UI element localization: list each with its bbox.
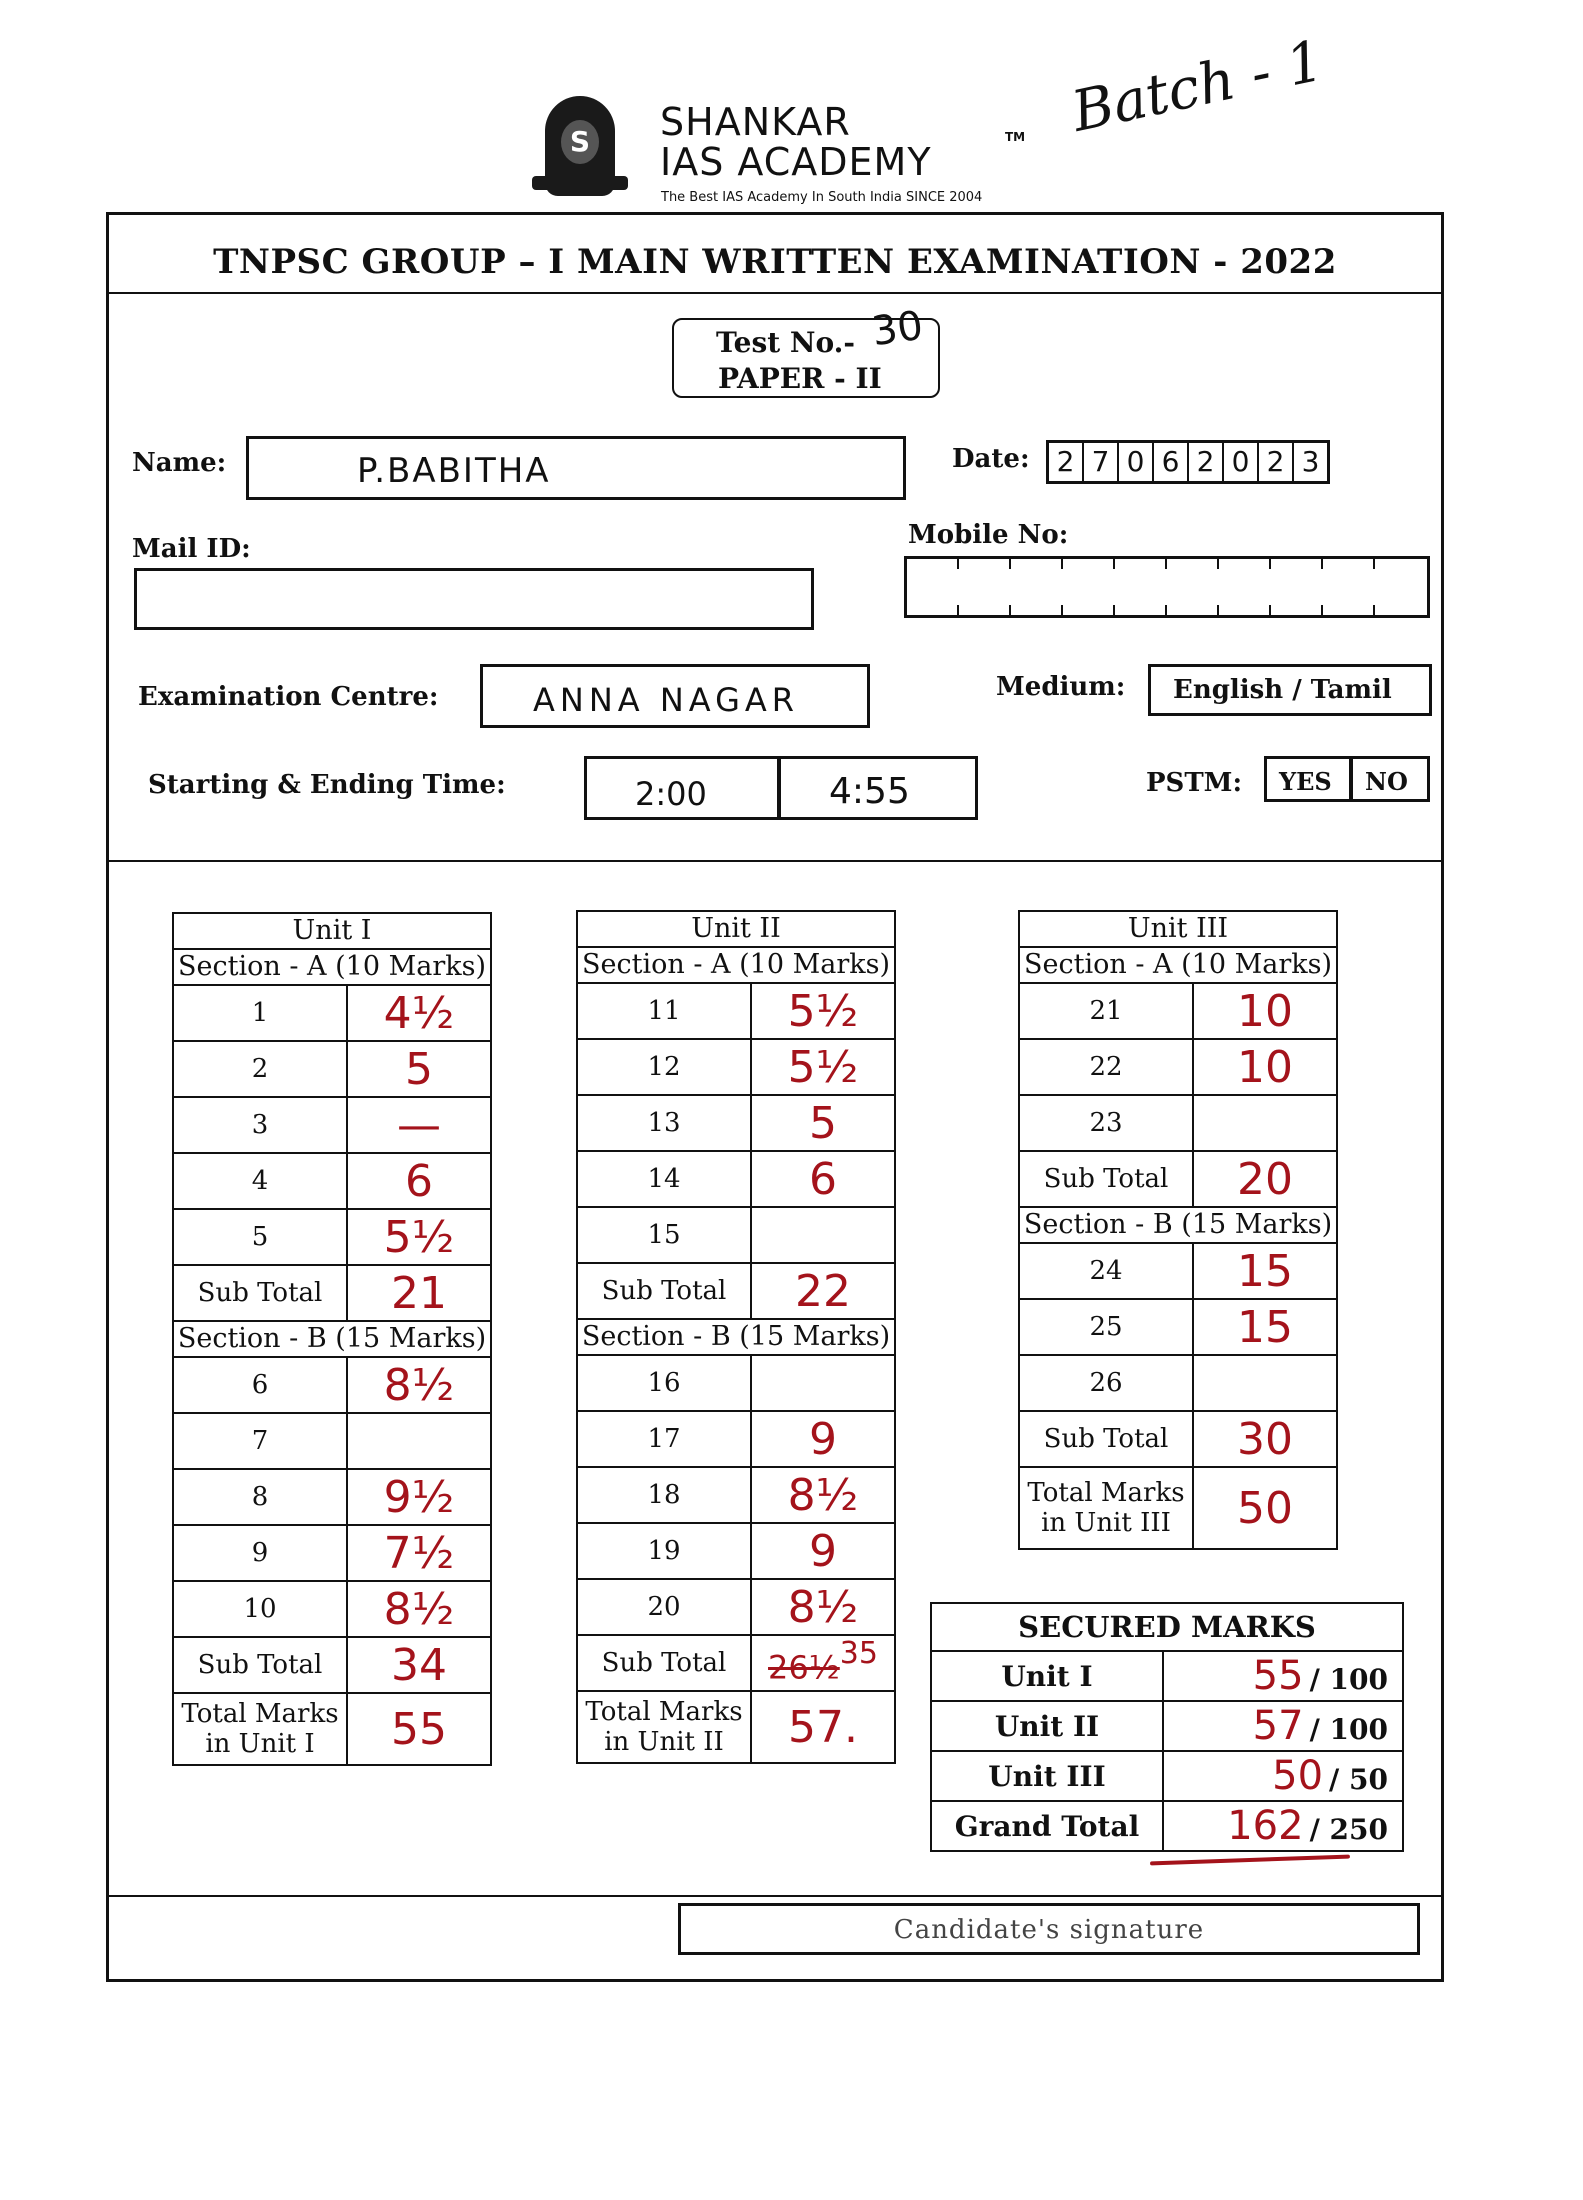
unit3-secB: Section - B (15 Marks) <box>1019 1207 1337 1243</box>
name-value: P.BABITHA <box>357 451 551 491</box>
q-number: 11 <box>577 983 751 1039</box>
q-mark: 8½ <box>347 1581 491 1637</box>
subtotal-row <box>173 1265 491 1321</box>
q-mark: 15 <box>1193 1243 1337 1299</box>
q-mark: 5 <box>751 1095 895 1151</box>
start-time: 2:00 <box>635 775 707 813</box>
end-time: 4:55 <box>829 771 910 812</box>
pstm-yes[interactable] <box>1264 756 1352 802</box>
q-mark: 9 <box>751 1523 895 1579</box>
time-label: Starting & Ending Time: <box>148 770 506 800</box>
secured-value: 57 / 100 <box>1163 1701 1403 1751</box>
date-digit: 7 <box>1084 443 1119 481</box>
subtotal-label: Sub Total <box>577 1635 751 1691</box>
unit1-secA: Section - A (10 Marks) <box>173 949 491 985</box>
footer-divider <box>108 1895 1442 1897</box>
mobile-label: Mobile No: <box>908 520 1069 550</box>
q-number: 23 <box>1019 1095 1193 1151</box>
table-row <box>577 1523 895 1579</box>
unit1-secB: Section - B (15 Marks) <box>173 1321 491 1357</box>
subtotal-value <box>751 1635 895 1691</box>
name-label: Name: <box>132 448 227 478</box>
subtotal-label: Sub Total <box>173 1637 347 1693</box>
table-row <box>1019 1039 1337 1095</box>
secured-row <box>931 1751 1403 1801</box>
test-number: 30 <box>869 302 926 356</box>
secured-marks-table <box>930 1602 1404 1852</box>
subtotal-row <box>1019 1151 1337 1207</box>
unit3-secA: Section - A (10 Marks) <box>1019 947 1337 983</box>
subtotal-row <box>1019 1411 1337 1467</box>
unit2-secB: Section - B (15 Marks) <box>577 1319 895 1355</box>
logo-letter: S <box>561 120 599 164</box>
q-mark: 10 <box>1193 983 1337 1039</box>
table-row <box>577 1039 895 1095</box>
total-label: Total Marks in Unit III <box>1019 1467 1193 1549</box>
q-mark: 4½ <box>347 985 491 1041</box>
struck-subtotal: 26½ <box>768 1648 840 1687</box>
exam-title: TNPSC GROUP – I MAIN WRITTEN EXAMINATION - 2022 <box>213 242 1337 282</box>
table-row <box>577 1151 895 1207</box>
medium-value: English / Tamil <box>1173 675 1392 705</box>
paper-label: PAPER - II <box>718 362 882 395</box>
subtotal-row <box>577 1635 895 1691</box>
date-digit: 0 <box>1224 443 1259 481</box>
subtotal-label: Sub Total <box>1019 1411 1193 1467</box>
table-row <box>1019 1299 1337 1355</box>
secured-value: 162 / 250 <box>1163 1801 1403 1851</box>
q-mark <box>751 1207 895 1263</box>
brand-line1: SHANKAR <box>660 100 851 144</box>
q-number: 21 <box>1019 983 1193 1039</box>
q-number: 4 <box>173 1153 347 1209</box>
subtotal-row <box>173 1637 491 1693</box>
secured-row <box>931 1701 1403 1751</box>
q-number: 3 <box>173 1097 347 1153</box>
title-divider <box>108 292 1442 294</box>
q-number: 22 <box>1019 1039 1193 1095</box>
date-digit: 2 <box>1259 443 1294 481</box>
unit3-title: Unit III <box>1019 911 1337 947</box>
subtotal-label: Sub Total <box>1019 1151 1193 1207</box>
mail-field[interactable] <box>134 568 814 630</box>
q-mark <box>751 1355 895 1411</box>
q-number: 13 <box>577 1095 751 1151</box>
batch-note: Batch - 1 <box>1066 28 1330 145</box>
q-mark <box>1193 1095 1337 1151</box>
table-row <box>173 1413 491 1469</box>
unit1-title: Unit I <box>173 913 491 949</box>
table-row <box>173 1469 491 1525</box>
candidate-signature-field[interactable]: Candidate's signature <box>678 1903 1420 1955</box>
q-number: 25 <box>1019 1299 1193 1355</box>
secured-value: 55 / 100 <box>1163 1651 1403 1701</box>
total-label: Total Marks in Unit II <box>577 1691 751 1763</box>
q-number: 7 <box>173 1413 347 1469</box>
secured-row <box>931 1801 1403 1851</box>
table-row <box>577 1095 895 1151</box>
table-row <box>173 1525 491 1581</box>
secured-label: Unit II <box>931 1701 1163 1751</box>
q-mark: 15 <box>1193 1299 1337 1355</box>
q-number: 16 <box>577 1355 751 1411</box>
table-row <box>1019 1243 1337 1299</box>
section-divider <box>108 860 1442 862</box>
q-mark: 9½ <box>347 1469 491 1525</box>
q-number: 2 <box>173 1041 347 1097</box>
q-number: 17 <box>577 1411 751 1467</box>
logo-wing-icon <box>532 176 628 190</box>
date-digit: 2 <box>1049 443 1084 481</box>
table-row <box>173 1153 491 1209</box>
table-row <box>1019 1095 1337 1151</box>
end-time-field[interactable] <box>778 756 978 820</box>
table-row <box>577 983 895 1039</box>
centre-label: Examination Centre: <box>138 682 439 712</box>
medium-field[interactable] <box>1148 664 1432 716</box>
corrected-subtotal: 35 <box>839 1636 878 1672</box>
q-number: 20 <box>577 1579 751 1635</box>
q-number: 24 <box>1019 1243 1193 1299</box>
table-row <box>577 1467 895 1523</box>
total-value: 50 <box>1193 1467 1337 1549</box>
subtotal-value: 34 <box>347 1637 491 1693</box>
pstm-no[interactable] <box>1350 756 1430 802</box>
centre-field[interactable] <box>480 664 870 728</box>
q-mark: 7½ <box>347 1525 491 1581</box>
date-digit: 6 <box>1154 443 1189 481</box>
pstm-label: PSTM: <box>1146 768 1243 798</box>
centre-value: ANNA NAGAR <box>533 681 800 719</box>
q-mark: 8½ <box>347 1357 491 1413</box>
q-mark <box>347 1413 491 1469</box>
table-row <box>577 1579 895 1635</box>
unit2-title: Unit II <box>577 911 895 947</box>
q-mark: 5½ <box>751 983 895 1039</box>
total-label: Total Marks in Unit I <box>173 1693 347 1765</box>
unit2-secA: Section - A (10 Marks) <box>577 947 895 983</box>
q-number: 1 <box>173 985 347 1041</box>
table-row <box>173 985 491 1041</box>
table-row <box>173 1357 491 1413</box>
date-digit: 3 <box>1301 445 1320 478</box>
tagline: The Best IAS Academy In South India SINCE 2004 <box>661 190 983 205</box>
table-row <box>173 1097 491 1153</box>
table-row <box>173 1209 491 1265</box>
table-row <box>577 1207 895 1263</box>
q-mark: 5½ <box>347 1209 491 1265</box>
pstm-yes-label: YES <box>1279 767 1332 796</box>
secured-label: Unit III <box>931 1751 1163 1801</box>
secured-row <box>931 1651 1403 1701</box>
pstm-no-label: NO <box>1365 767 1408 796</box>
q-mark: 10 <box>1193 1039 1337 1095</box>
q-mark: 5 <box>347 1041 491 1097</box>
q-mark <box>1193 1355 1337 1411</box>
q-mark: 6 <box>751 1151 895 1207</box>
subtotal-value: 30 <box>1193 1411 1337 1467</box>
date-label: Date: <box>952 444 1030 474</box>
q-number: 18 <box>577 1467 751 1523</box>
name-field[interactable] <box>246 436 906 500</box>
q-mark: 8½ <box>751 1579 895 1635</box>
q-number: 26 <box>1019 1355 1193 1411</box>
q-number: 12 <box>577 1039 751 1095</box>
q-mark: 9 <box>751 1411 895 1467</box>
secured-label: Unit I <box>931 1651 1163 1701</box>
brand-line2: IAS ACADEMY <box>660 140 932 184</box>
subtotal-label: Sub Total <box>173 1265 347 1321</box>
total-row <box>173 1693 491 1765</box>
q-number: 19 <box>577 1523 751 1579</box>
test-label: Test No.- <box>716 326 856 359</box>
q-number: 14 <box>577 1151 751 1207</box>
q-number: 10 <box>173 1581 347 1637</box>
q-number: 15 <box>577 1207 751 1263</box>
secured-title: SECURED MARKS <box>931 1603 1403 1651</box>
q-mark: 8½ <box>751 1467 895 1523</box>
secured-value: 50 / 50 <box>1163 1751 1403 1801</box>
date-digit: 2 <box>1189 443 1224 481</box>
subtotal-label: Sub Total <box>577 1263 751 1319</box>
start-time-field[interactable] <box>584 756 780 820</box>
subtotal-value: 20 <box>1193 1151 1337 1207</box>
date-digit: 0 <box>1119 443 1154 481</box>
total-row <box>577 1691 895 1763</box>
q-number: 8 <box>173 1469 347 1525</box>
mail-label: Mail ID: <box>132 534 251 564</box>
q-number: 9 <box>173 1525 347 1581</box>
q-mark: 6 <box>347 1153 491 1209</box>
table-row <box>577 1411 895 1467</box>
q-mark: — <box>347 1097 491 1153</box>
total-value: 55 <box>347 1693 491 1765</box>
unit2-table <box>576 910 896 1764</box>
table-row <box>173 1041 491 1097</box>
unit1-table <box>172 912 492 1766</box>
total-value: 57. <box>751 1691 895 1763</box>
unit3-table <box>1018 910 1338 1550</box>
date-field[interactable] <box>1046 440 1330 484</box>
subtotal-value: 22 <box>751 1263 895 1319</box>
table-row <box>1019 983 1337 1039</box>
trademark: TM <box>1005 130 1026 144</box>
secured-label: Grand Total <box>931 1801 1163 1851</box>
q-mark: 5½ <box>751 1039 895 1095</box>
table-row <box>173 1581 491 1637</box>
total-row <box>1019 1467 1337 1549</box>
q-number: 6 <box>173 1357 347 1413</box>
table-row <box>1019 1355 1337 1411</box>
mobile-field[interactable] <box>904 556 1430 618</box>
q-number: 5 <box>173 1209 347 1265</box>
subtotal-value: 21 <box>347 1265 491 1321</box>
table-row <box>577 1355 895 1411</box>
subtotal-row <box>577 1263 895 1319</box>
medium-label: Medium: <box>996 672 1126 702</box>
